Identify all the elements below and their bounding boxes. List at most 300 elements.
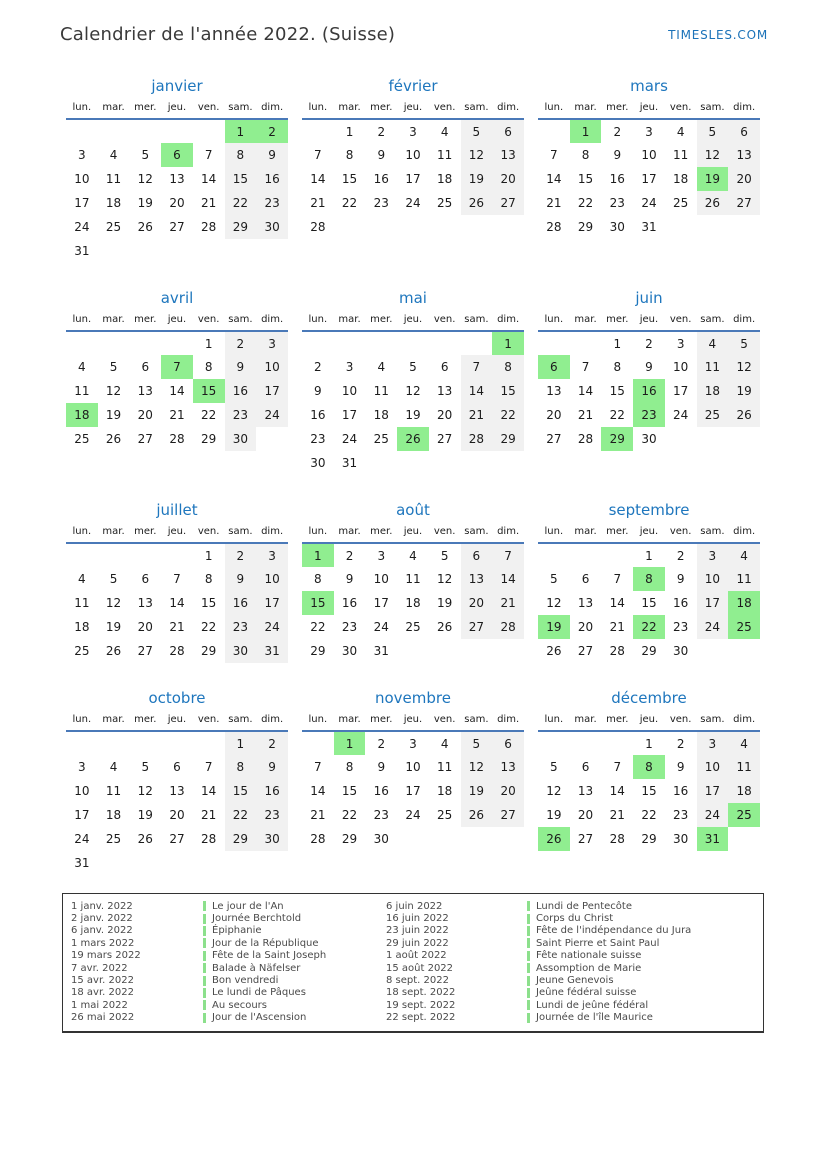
week-row <box>302 427 524 451</box>
date-cell: 5 <box>141 148 150 162</box>
weekday-header: mar. <box>334 311 366 331</box>
date-cell: 6 <box>141 572 150 586</box>
legend-date: 26 mai 2022 <box>71 1012 135 1024</box>
week-row <box>66 239 288 263</box>
date-cell: 24 <box>673 408 689 422</box>
holiday-color-bar <box>203 914 206 924</box>
date-cell: 20 <box>728 167 760 191</box>
date-cell: 24 <box>697 615 729 639</box>
date-cell <box>161 119 193 143</box>
month-décembre <box>538 687 760 851</box>
date-cell: 5 <box>409 360 417 374</box>
date-cell: 26 <box>437 620 453 634</box>
date-cell: 12 <box>405 384 421 398</box>
date-cell: 29 <box>225 827 257 851</box>
date-cell: 23 <box>609 196 625 210</box>
date-cell: 2 <box>676 548 685 563</box>
weekday-header: lun. <box>538 99 570 119</box>
month-janvier <box>66 75 288 263</box>
month-title: août <box>396 501 430 519</box>
date-cell: 18 <box>437 784 453 798</box>
date-cell: 1 <box>204 336 213 351</box>
weekday-header: sam. <box>225 311 257 331</box>
date-cell: 19 <box>105 620 122 634</box>
week-row <box>538 803 760 827</box>
week-row <box>538 639 760 663</box>
legend-holiday-name: Le jour de l'An <box>212 900 284 912</box>
date-cell: 8 <box>204 360 213 374</box>
weekday-header: mer. <box>365 711 397 731</box>
legend-date: 7 avr. 2022 <box>71 962 128 974</box>
date-cell: 31 <box>74 856 90 870</box>
week-row <box>66 143 288 167</box>
date-cell: 2 <box>377 124 386 139</box>
week-row <box>66 731 288 755</box>
date-cell: 16 <box>673 596 689 610</box>
week-row <box>66 191 288 215</box>
date-cell: 7 <box>461 355 493 379</box>
weekday-header: jeu. <box>161 99 193 119</box>
date-cell: 6 <box>581 760 590 774</box>
date-cell: 13 <box>577 784 594 798</box>
holiday-date-cell: 25 <box>728 803 760 827</box>
weekday-header: lun. <box>66 99 98 119</box>
month-title: mai <box>399 289 427 307</box>
legend-holiday-name: Bon vendredi <box>212 975 279 987</box>
legend-holiday-name: Jeune Genevois <box>536 975 614 987</box>
legend-date: 8 sept. 2022 <box>386 975 449 987</box>
date-cell: 30 <box>256 215 288 239</box>
date-cell: 12 <box>546 596 562 610</box>
date-cell: 27 <box>546 432 562 446</box>
holiday-color-bar <box>203 963 206 973</box>
legend-entry <box>71 950 386 962</box>
date-cell <box>66 731 98 755</box>
date-cell: 12 <box>137 172 153 186</box>
date-cell: 14 <box>169 596 185 610</box>
date-cell <box>697 427 729 451</box>
weekday-header: mar. <box>570 311 602 331</box>
date-cell: 1 <box>225 731 257 755</box>
date-cell <box>193 851 225 875</box>
date-cell: 12 <box>105 384 122 398</box>
weekday-header: jeu. <box>633 711 665 731</box>
date-cell <box>492 215 524 239</box>
date-cell: 9 <box>225 355 257 379</box>
date-cell: 21 <box>577 408 594 422</box>
legend-entry <box>386 937 763 949</box>
date-cell: 22 <box>492 403 524 427</box>
date-cell <box>98 119 130 143</box>
holiday-legend <box>62 893 764 1033</box>
date-cell: 4 <box>409 548 417 563</box>
week-row <box>66 803 288 827</box>
holiday-date-cell: 18 <box>728 591 760 615</box>
date-cell: 19 <box>461 779 493 803</box>
date-cell: 22 <box>225 191 257 215</box>
legend-holiday-name: Jour de la République <box>212 937 319 949</box>
date-cell: 24 <box>697 803 729 827</box>
date-cell: 23 <box>310 432 326 446</box>
date-cell: 20 <box>492 167 524 191</box>
date-cell: 26 <box>461 803 493 827</box>
legend-entry <box>386 999 763 1011</box>
legend-holiday-name: Assomption de Marie <box>536 962 642 974</box>
date-cell: 31 <box>341 456 358 470</box>
date-cell <box>429 451 461 475</box>
legend-column-2 <box>386 900 763 1024</box>
holiday-date-cell: 8 <box>633 755 665 779</box>
date-cell: 13 <box>577 596 594 610</box>
date-cell <box>193 239 225 263</box>
date-cell: 7 <box>173 572 181 586</box>
weekday-header: mar. <box>334 711 366 731</box>
week-row <box>66 755 288 779</box>
legend-holiday-name: Le lundi de Pâques <box>212 987 306 999</box>
date-cell: 29 <box>310 644 326 658</box>
legend-entry <box>386 1012 763 1024</box>
date-cell: 4 <box>440 736 449 751</box>
holiday-date-cell: 31 <box>697 827 729 851</box>
date-cell: 3 <box>409 736 417 751</box>
week-row <box>302 639 524 663</box>
holiday-color-bar <box>527 951 530 961</box>
weekday-header: jeu. <box>633 99 665 119</box>
date-cell <box>302 119 334 143</box>
weekday-header: mer. <box>129 523 161 543</box>
weekday-header: lun. <box>66 311 98 331</box>
date-cell: 13 <box>137 596 153 610</box>
date-cell: 30 <box>373 832 389 846</box>
date-cell <box>66 119 98 143</box>
month-octobre <box>66 687 288 875</box>
legend-entry <box>386 962 763 974</box>
date-cell: 26 <box>105 644 122 658</box>
legend-holiday-name: Au secours <box>212 999 267 1011</box>
date-cell: 18 <box>697 379 729 403</box>
date-cell <box>570 731 602 755</box>
week-row <box>538 191 760 215</box>
date-cell: 8 <box>613 360 622 374</box>
date-cell <box>98 543 130 567</box>
date-cell: 24 <box>641 196 657 210</box>
date-cell: 9 <box>645 360 653 374</box>
date-cell: 6 <box>173 760 181 774</box>
holiday-color-bar <box>203 988 206 998</box>
legend-entry <box>386 925 763 937</box>
date-cell <box>429 827 461 851</box>
date-cell: 24 <box>74 220 90 234</box>
weekday-header: dim. <box>256 523 288 543</box>
weekday-header: mar. <box>334 523 366 543</box>
date-cell: 7 <box>492 543 524 567</box>
date-cell: 24 <box>256 615 288 639</box>
week-row <box>66 639 288 663</box>
legend-holiday-name: Corps du Christ <box>536 913 614 925</box>
date-cell: 7 <box>204 760 213 774</box>
date-cell <box>397 639 429 663</box>
page-header <box>0 0 827 45</box>
holiday-date-cell: 1 <box>225 119 257 143</box>
date-cell <box>697 215 729 239</box>
date-cell: 8 <box>345 760 354 774</box>
date-cell: 15 <box>341 784 358 798</box>
weekday-header: jeu. <box>633 311 665 331</box>
legend-date: 6 juin 2022 <box>386 900 443 912</box>
week-row <box>538 167 760 191</box>
date-cell <box>98 331 130 355</box>
weekday-header: mer. <box>129 711 161 731</box>
date-cell <box>365 331 397 355</box>
date-cell: 11 <box>373 384 389 398</box>
date-cell: 3 <box>256 543 288 567</box>
week-row <box>538 215 760 239</box>
date-cell: 10 <box>74 784 90 798</box>
week-row <box>538 779 760 803</box>
holiday-color-bar <box>527 926 530 936</box>
brand-link[interactable]: TIMESLES.COM <box>668 28 768 42</box>
date-cell: 30 <box>310 456 326 470</box>
week-row <box>66 119 288 143</box>
date-cell: 7 <box>314 148 322 162</box>
date-cell: 25 <box>437 196 453 210</box>
date-cell: 20 <box>137 620 153 634</box>
date-cell: 8 <box>225 143 257 167</box>
holiday-date-cell: 25 <box>728 615 760 639</box>
weekday-header: sam. <box>697 711 729 731</box>
date-cell: 7 <box>314 760 322 774</box>
week-row <box>302 143 524 167</box>
weekday-header: ven. <box>665 99 697 119</box>
date-cell: 18 <box>728 779 760 803</box>
date-cell: 13 <box>492 755 524 779</box>
date-cell: 13 <box>492 143 524 167</box>
date-cell: 3 <box>377 548 386 563</box>
legend-entry <box>386 974 763 986</box>
weekday-header: dim. <box>728 99 760 119</box>
date-cell: 4 <box>109 148 118 162</box>
week-row <box>66 355 288 379</box>
date-cell: 30 <box>673 832 689 846</box>
date-cell: 13 <box>546 384 562 398</box>
month-mars <box>538 75 760 239</box>
holiday-date-cell: 26 <box>397 427 429 451</box>
weekday-header: dim. <box>256 311 288 331</box>
week-row <box>302 543 524 567</box>
date-cell: 27 <box>577 644 594 658</box>
date-cell: 1 <box>345 124 354 139</box>
week-row <box>302 331 524 355</box>
holiday-color-bar <box>527 988 530 998</box>
legend-entry <box>71 1012 386 1024</box>
date-cell: 5 <box>440 548 449 563</box>
date-cell <box>492 639 524 663</box>
week-row <box>302 355 524 379</box>
date-cell: 23 <box>373 196 389 210</box>
date-cell <box>98 731 130 755</box>
date-cell: 29 <box>201 432 217 446</box>
weekday-header: sam. <box>697 99 729 119</box>
weekday-header: sam. <box>697 523 729 543</box>
date-cell: 10 <box>405 148 421 162</box>
legend-entry <box>386 950 763 962</box>
date-cell: 5 <box>109 572 118 586</box>
week-row <box>302 779 524 803</box>
week-row <box>302 731 524 755</box>
month-grid <box>302 99 524 239</box>
date-cell: 25 <box>105 832 122 846</box>
date-cell: 26 <box>546 644 562 658</box>
date-cell: 9 <box>676 760 685 774</box>
holiday-color-bar <box>203 938 206 948</box>
date-cell: 22 <box>225 803 257 827</box>
date-cell: 8 <box>204 572 213 586</box>
date-cell: 27 <box>169 832 185 846</box>
week-row <box>66 427 288 451</box>
date-cell: 10 <box>405 760 421 774</box>
weekday-header: sam. <box>461 711 493 731</box>
date-cell: 11 <box>405 572 421 586</box>
date-cell: 4 <box>728 543 760 567</box>
month-title: mars <box>630 77 668 95</box>
date-cell: 29 <box>492 427 524 451</box>
legend-entry <box>71 987 386 999</box>
holiday-date-cell: 7 <box>161 355 193 379</box>
date-cell: 14 <box>169 384 185 398</box>
date-cell: 25 <box>405 620 421 634</box>
date-cell: 1 <box>204 548 213 563</box>
weekday-header: ven. <box>193 523 225 543</box>
weekday-header: dim. <box>256 99 288 119</box>
date-cell: 19 <box>437 596 453 610</box>
legend-date: 18 avr. 2022 <box>71 987 134 999</box>
date-cell: 14 <box>310 172 326 186</box>
week-row <box>538 615 760 639</box>
date-cell: 4 <box>676 124 685 139</box>
date-cell: 16 <box>225 379 257 403</box>
date-cell: 9 <box>613 148 622 162</box>
date-cell <box>728 427 760 451</box>
date-cell <box>429 639 461 663</box>
legend-date: 1 août 2022 <box>386 950 447 962</box>
date-cell: 26 <box>105 432 122 446</box>
legend-holiday-name: Lundi de Pentecôte <box>536 900 632 912</box>
date-cell: 24 <box>74 832 90 846</box>
weekday-header: mar. <box>570 523 602 543</box>
date-cell: 5 <box>461 119 493 143</box>
date-cell: 5 <box>141 760 150 774</box>
date-cell: 2 <box>225 331 257 355</box>
date-cell: 12 <box>546 784 562 798</box>
date-cell: 18 <box>405 596 421 610</box>
date-cell: 19 <box>105 408 122 422</box>
date-cell <box>461 215 493 239</box>
date-cell: 17 <box>74 196 90 210</box>
date-cell: 5 <box>550 572 558 586</box>
date-cell: 23 <box>341 620 358 634</box>
weekday-header: sam. <box>697 311 729 331</box>
weekday-header: mer. <box>365 311 397 331</box>
date-cell: 29 <box>577 220 594 234</box>
date-cell: 28 <box>169 644 185 658</box>
date-cell: 9 <box>225 567 257 591</box>
weekday-header: jeu. <box>397 711 429 731</box>
date-cell: 28 <box>492 615 524 639</box>
date-cell <box>601 731 633 755</box>
date-cell: 11 <box>74 596 90 610</box>
week-row <box>302 803 524 827</box>
weekday-header: dim. <box>492 711 524 731</box>
date-cell: 2 <box>256 731 288 755</box>
date-cell: 16 <box>673 784 689 798</box>
weekday-header: mer. <box>601 523 633 543</box>
date-cell: 5 <box>697 119 729 143</box>
week-row <box>66 851 288 875</box>
month-title: septembre <box>608 501 690 519</box>
date-cell: 22 <box>577 196 594 210</box>
date-cell: 11 <box>437 760 453 774</box>
date-cell: 22 <box>641 808 657 822</box>
weekday-header: dim. <box>256 711 288 731</box>
date-cell: 9 <box>377 148 386 162</box>
date-cell: 28 <box>310 832 326 846</box>
date-cell <box>429 331 461 355</box>
date-cell: 27 <box>437 432 453 446</box>
week-row <box>538 379 760 403</box>
date-cell: 29 <box>225 215 257 239</box>
date-cell: 16 <box>609 172 625 186</box>
week-row <box>66 215 288 239</box>
holiday-color-bar <box>203 901 206 911</box>
date-cell: 12 <box>697 143 729 167</box>
date-cell: 22 <box>341 196 358 210</box>
date-cell: 23 <box>256 803 288 827</box>
date-cell: 3 <box>78 148 86 162</box>
date-cell: 28 <box>310 220 326 234</box>
date-cell <box>161 731 193 755</box>
date-cell <box>665 215 697 239</box>
legend-holiday-name: Lundi de jeûne fédéral <box>536 999 649 1011</box>
date-cell: 2 <box>613 124 622 139</box>
week-row <box>302 567 524 591</box>
date-cell: 22 <box>609 408 625 422</box>
legend-date: 1 janv. 2022 <box>71 900 133 912</box>
date-cell: 27 <box>461 615 493 639</box>
date-cell <box>129 239 161 263</box>
date-cell <box>98 851 130 875</box>
date-cell: 28 <box>461 427 493 451</box>
week-row <box>538 591 760 615</box>
week-row <box>66 779 288 803</box>
date-cell: 13 <box>728 143 760 167</box>
holiday-date-cell: 26 <box>538 827 570 851</box>
date-cell: 23 <box>673 620 689 634</box>
date-cell: 9 <box>256 143 288 167</box>
date-cell: 12 <box>461 143 493 167</box>
week-row <box>538 567 760 591</box>
weekday-header: sam. <box>461 99 493 119</box>
date-cell: 1 <box>645 548 653 563</box>
date-cell: 25 <box>437 808 453 822</box>
date-cell: 9 <box>256 755 288 779</box>
date-cell <box>66 331 98 355</box>
date-cell: 2 <box>676 736 685 751</box>
date-cell: 10 <box>697 567 729 591</box>
date-cell <box>302 331 334 355</box>
holiday-color-bar <box>527 976 530 986</box>
date-cell: 7 <box>613 572 622 586</box>
date-cell: 25 <box>74 644 90 658</box>
